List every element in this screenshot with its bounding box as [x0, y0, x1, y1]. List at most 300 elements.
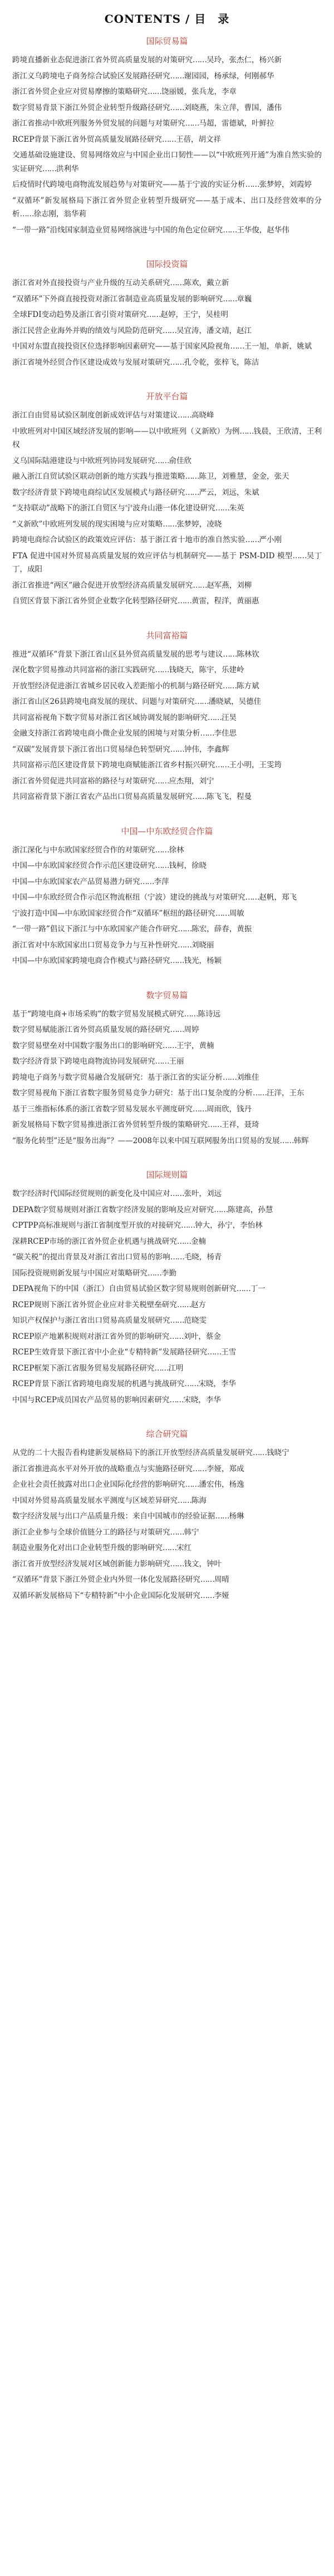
entry-title: 新发展格局下数字贸易推进浙江省外贸转型升级的策略研究	[12, 1120, 208, 1129]
section	[12, 390, 322, 608]
entry-title: 中国对外贸易高质量发展水平测度与区域差异研究	[12, 1496, 178, 1505]
toc-entry[interactable]	[12, 533, 322, 547]
toc-entry[interactable]	[12, 1134, 322, 1148]
entry-title: RCEP背景下浙江省外贸高质量发展路径研究	[12, 135, 162, 144]
entry-title: 中国—中东欧国家经贸合作示范区建设研究	[12, 861, 155, 870]
toc-entry[interactable]	[12, 939, 322, 952]
entry-author: 黄雷，程洋，黄丽惠	[191, 597, 259, 605]
entry-author: 吴宜涛，潘文靖，赵江	[176, 326, 252, 335]
toc-entry[interactable]	[12, 1023, 322, 1037]
toc-entry[interactable]	[12, 85, 322, 99]
entry-author: 孔令乾，张梓飞，陈洁	[184, 358, 259, 367]
leader-dots: ……	[193, 1464, 207, 1473]
leader-dots: ……	[245, 893, 259, 902]
entry-author: 章巍	[237, 294, 252, 304]
toc-entry[interactable]	[12, 1462, 322, 1476]
entry-title: “双循环”背景下浙江外贸企业内外贸一体化发展路径研究	[12, 1575, 200, 1584]
toc-entry[interactable]	[12, 1362, 322, 1376]
toc-entry[interactable]	[12, 859, 322, 873]
entry-author: 朱英	[229, 504, 244, 513]
entry-author: 宋晓，李华	[183, 1395, 221, 1404]
entry-author: 周晴	[214, 1575, 229, 1584]
toc-entry[interactable]	[12, 1298, 322, 1312]
toc-entry[interactable]	[12, 178, 322, 192]
toc-entry[interactable]	[12, 1589, 322, 1603]
toc-entry[interactable]	[12, 758, 322, 772]
entry-title: 开放型经济促进浙江省城乡居民收入差距缩小的机制与路径研究	[12, 681, 223, 691]
entry-author: 钟伟，李鑫辉	[184, 744, 229, 754]
entry-author: 张叶，刘远	[184, 1189, 222, 1198]
leader-dots: ……	[155, 861, 169, 870]
entry-title: 数字贸易赋能浙江省外贸高质量发展的路径研究	[12, 1025, 170, 1034]
leader-dots: ……	[178, 1496, 191, 1505]
toc-entry[interactable]	[12, 891, 322, 905]
entry-author: 赵帆，郑飞	[259, 893, 297, 902]
entry-author: 丁一	[250, 1284, 266, 1293]
entry-author: 王一旭，单新，姚斌	[244, 342, 312, 351]
toc-entry[interactable]	[12, 1573, 322, 1587]
entry-author: 陈诗远	[198, 1009, 221, 1019]
entry-title: DEPA数字贸易规则对浙江省数字经济发展的影响及应对研究	[12, 1205, 214, 1214]
section	[12, 629, 322, 804]
leader-dots: ……	[170, 956, 184, 965]
leader-dots: ……	[223, 225, 237, 235]
toc-entry[interactable]	[12, 743, 322, 757]
leader-dots: ……	[194, 697, 209, 706]
toc-entry[interactable]	[12, 194, 322, 221]
entry-title: 数字贸易视角下浙江省数字服务贸易竞争力研究：基于出口复杂度的分析	[12, 1089, 253, 1098]
section-title: 综合研究篇	[146, 1429, 188, 1439]
section	[12, 825, 322, 968]
section-title: 开放平台篇	[146, 391, 188, 401]
entry-title: 浙江企业参与全球价值链分工的路径与对策研究	[12, 1527, 170, 1537]
entry-author: 杨琳	[229, 1512, 244, 1521]
entry-title: “碳关税”的提出背景及对浙江省出口贸易的影响	[12, 1253, 170, 1262]
entry-title: “支持联动”战略下的浙江自贸区与宁波舟山港一体化建设研究	[12, 504, 215, 513]
entry-author: 王祥，聂琦	[222, 1120, 259, 1129]
entry-title: 推进“双循环”背景下浙江省山区县外贸高质量发展的思考与建议	[12, 649, 223, 659]
leader-dots: ……	[19, 210, 34, 219]
leader-dots: ……	[215, 504, 229, 513]
entry-title: 浙江深化与中东欧国家经贸合作的对策研究	[12, 845, 155, 855]
leader-dots: ……	[185, 119, 199, 128]
leader-dots: ……	[253, 1089, 267, 1098]
leader-dots: ……	[170, 1189, 184, 1198]
entry-title: “一带一路”倡议下浙江与中东欧国家产能合作研究	[12, 925, 178, 934]
entry-author: 宋红	[176, 1543, 191, 1552]
toc-entry[interactable]	[12, 1557, 322, 1571]
toc-entry[interactable]	[12, 1541, 322, 1555]
leader-dots: ……	[200, 729, 214, 738]
leader-dots: ……	[208, 713, 222, 722]
leader-dots: ……	[214, 1205, 228, 1214]
entry-author: 王小明，王雯筠	[229, 761, 282, 770]
leader-dots: ……	[170, 71, 184, 81]
toc-entry[interactable]	[12, 775, 322, 788]
toc-entry[interactable]	[12, 695, 322, 709]
entry-author: 马超，雷德斌，叶鲜拉	[199, 119, 274, 128]
entry-title: 后疫情时代跨境电商物流发展趋势与对策研究——基于宁波的实证分析	[12, 180, 245, 189]
leader-dots: ……	[184, 1009, 198, 1019]
section	[12, 1169, 322, 1407]
leader-dots: ……	[223, 294, 237, 304]
toc-entry[interactable]	[12, 1039, 322, 1053]
entry-author: 王蓓，胡文祥	[175, 135, 221, 144]
leader-dots: ……	[170, 1316, 184, 1325]
entry-title: 浙江民营企业海外并购的绩效与风险防范研究	[12, 326, 163, 335]
entry-title: 数字经济背景下跨境电商物流协同发展研究	[12, 1057, 155, 1066]
leader-dots: ……	[223, 1073, 237, 1082]
entry-title: 浙江义乌跨境电子商务综合试验区发展路径研究	[12, 71, 170, 81]
entry-author: 刘维佳	[237, 1073, 259, 1082]
entry-author: 张梦婷，刘霞婷	[259, 180, 312, 189]
entry-title: 宁波打造中国—中东欧国家经贸合作“双循环”枢纽的路径研究	[12, 909, 215, 918]
leader-dots: ……	[155, 845, 169, 855]
leader-dots: ……	[292, 551, 307, 560]
section-title: 国际规则篇	[146, 1170, 188, 1180]
leader-dots: ……	[170, 1527, 184, 1537]
section	[12, 1428, 322, 1602]
section-title: 国际投资篇	[146, 259, 188, 269]
toc-entry[interactable]	[12, 409, 322, 423]
toc-entry[interactable]	[12, 1526, 322, 1540]
entry-title: 自贸区背景下浙江省外贸企业数字化转型路径研究	[12, 597, 178, 605]
entry-author: 饶丽媛，张兵龙，李章	[161, 87, 237, 96]
toc-entry[interactable]	[12, 1346, 322, 1359]
entry-author: 汪洋，王东	[267, 1089, 304, 1098]
entry-author: 钱晓天，陈宇，乐建岭	[169, 666, 244, 674]
leader-dots: ……	[170, 1253, 184, 1262]
toc-entry[interactable]	[12, 648, 322, 662]
toc-entry[interactable]	[12, 1103, 322, 1116]
entry-title: 跨境电子商务与数字贸易融合发展研究：基于浙江省的实证分析	[12, 1073, 223, 1082]
leader-dots: ……	[42, 164, 56, 173]
leader-dots: ……	[170, 279, 184, 287]
toc-entry[interactable]	[12, 101, 322, 115]
leader-dots: ……	[169, 1395, 184, 1404]
toc-entry[interactable]	[12, 1007, 322, 1021]
entry-title: 共同富裕背景下浙江省农产品出口贸易高质量发展研究	[12, 792, 193, 801]
leader-dots: ……	[223, 681, 237, 691]
leader-dots: ……	[161, 135, 176, 144]
toc-entry[interactable]	[12, 1377, 322, 1391]
section-title: 中国—中东欧经贸合作篇	[121, 826, 213, 836]
entry-author: 刘叶，蔡金	[183, 1332, 221, 1341]
entry-author: 洪利华	[56, 164, 79, 173]
entry-title: 基于三维指标体系的浙江省数字贸易发展水平测度研究	[12, 1104, 193, 1114]
entry-title: “双循环”下外商直接投资对浙江省制造业高质量发展的影响研究	[12, 294, 223, 304]
entry-author: 俞佳欣	[169, 456, 191, 465]
entry-title: 金融支持浙江省跨境电商小微企业发展的困境与对策分析	[12, 729, 200, 738]
leader-dots: ……	[215, 761, 229, 770]
leader-dots: ……	[253, 1448, 267, 1457]
toc-entry[interactable]	[12, 1282, 322, 1296]
entry-author: 王丽	[169, 1057, 184, 1066]
entry-author: 吴丁丁，成阳	[12, 551, 322, 574]
entry-title: 基于“跨境电商+市场采购”的数字贸易发展模式研究	[12, 1009, 184, 1019]
toc-entry[interactable]	[12, 954, 322, 968]
entry-author: 刘晓丽	[191, 940, 214, 950]
entry-author: 李佳思	[214, 729, 237, 738]
entry-author: 李娅	[214, 1591, 229, 1600]
entry-title: “双碳”发展背景下浙江省出口贸易绿色转型研究	[12, 744, 170, 754]
leader-dots: ……	[193, 792, 207, 801]
entry-title: 中国对东盟直接投资区位选择影响因素研究——基于国家风险视角	[12, 342, 230, 351]
entry-title: 交通基础设施建设、贸易网络效应与中国企业出口韧性——以“中欧班列开通”为准自然实验的实证研究	[12, 151, 322, 173]
toc-entry[interactable]	[12, 1330, 322, 1344]
entry-title: “服务化转型”还是“服务出海”？——2008年以来中国互联网服务出口贸易的发展	[12, 1136, 280, 1145]
leader-dots: ……	[170, 103, 184, 112]
toc-entry[interactable]	[12, 1203, 322, 1217]
entry-title: 中欧班列对中国区域经济发展的影响——以中欧班列（义新欧）为例	[12, 426, 240, 436]
entry-title: 中国—中东欧国家跨境电商合作模式与路径研究	[12, 956, 170, 965]
section	[12, 258, 322, 369]
leader-dots: ……	[207, 1348, 222, 1357]
toc-entry[interactable]	[12, 308, 322, 322]
entry-title: RCEP规则下浙江省外贸企业应对非关税壁垒研究	[12, 1300, 177, 1309]
entry-title: 共同富裕示范区建设背景下跨境电商赋能浙江省乡村振兴研究	[12, 761, 215, 770]
entry-title: FTA 促进中国对外贸易高质量发展的效应评估与机制研究——基于 PSM-DID 模型	[12, 551, 293, 560]
entry-title: 浙江省境外经贸合作区建设成效与发展对策研究	[12, 358, 170, 367]
toc-entry[interactable]	[12, 1071, 322, 1085]
entry-title: 中国与RCEP成员国农产品贸易的影响因素研究	[12, 1395, 170, 1404]
entry-author: 江明	[168, 1363, 184, 1373]
entry-title: 融入浙江自贸试验区联动创新的地方实践与推进策略	[12, 472, 185, 481]
leader-dots: ……	[154, 1363, 169, 1373]
leader-dots: ……	[178, 411, 191, 420]
entry-title: 义乌国际陆港建设与中欧班列协同发展研究	[12, 456, 155, 465]
toc-entry[interactable]	[12, 727, 322, 741]
entry-author: 严云，刘远，朱斌	[199, 488, 259, 497]
entry-title: 浙江省推动中欧班列服务外贸发展的问题与对策研究	[12, 119, 185, 128]
entry-title: 双循环新发展格局下“专精特新”中小企业国际化发展研究	[12, 1591, 200, 1600]
entry-author: 吴玲，张杰仁，杨兴新	[207, 56, 282, 64]
leader-dots: ……	[146, 310, 161, 319]
leader-dots: ……	[185, 1480, 199, 1489]
entry-author: 张梦婷，凌晓	[176, 519, 222, 529]
toc-entry[interactable]	[12, 1187, 322, 1201]
toc-entry[interactable]	[12, 1393, 322, 1407]
toc-entry[interactable]	[12, 1510, 322, 1523]
entry-author: 钱晨，王欣清，王利权	[12, 426, 322, 449]
leader-dots: ……	[193, 1104, 207, 1114]
leader-dots: ……	[215, 909, 229, 918]
leader-dots: ……	[181, 1221, 195, 1230]
leader-dots: ……	[178, 925, 192, 934]
entry-author: 潘晓斌，吴德佳	[208, 697, 262, 706]
leader-dots: ……	[176, 1300, 191, 1309]
leader-dots: ……	[215, 1512, 229, 1521]
entry-title: 跨境直播新业态促进浙江省外贸高质量发展的对策研究	[12, 56, 193, 64]
toc-entry[interactable]	[12, 70, 322, 83]
toc-entry[interactable]	[12, 1235, 322, 1249]
entry-title: 浙江省外贸促进共同富裕的路径与对策研究	[12, 776, 155, 786]
entry-author: 谢园园，杨承绿，何刚郝华	[184, 71, 274, 81]
entry-title: “双循环”新发展格局下浙江省外贸企业转型升级研究——基于成本、出口及经营效率的分析	[12, 196, 322, 219]
entry-title: DEPA视角下的中国（浙江）自由贸易试验区数字贸易规则创新研究	[12, 1284, 237, 1293]
toc-entry[interactable]	[12, 1250, 322, 1264]
entry-author: 李娅，郑成	[207, 1464, 244, 1473]
entry-author: 汪昊	[222, 713, 237, 722]
toc-entry[interactable]	[12, 356, 322, 370]
toc-entry[interactable]	[12, 486, 322, 500]
entry-title: RCEP背景下浙江省跨境电商发展的机遇与挑战研究	[12, 1379, 185, 1388]
entry-title: 制造业服务化对出口企业转型升级的影响研究	[12, 1543, 163, 1552]
entry-title: 浙江省对中东欧国家出口贸易竞争力与互补性研究	[12, 940, 178, 950]
toc-entry[interactable]	[12, 470, 322, 484]
entry-author: 钟大，孙宁，李怡林	[195, 1221, 263, 1230]
leader-dots: ……	[170, 1025, 184, 1034]
entry-author: 赵军燕，刘柳	[207, 580, 252, 590]
leader-dots: ……	[140, 877, 154, 886]
entry-title: RCEP原产地累积规则对浙江省外贸的影响研究	[12, 1332, 170, 1341]
leader-dots: ……	[163, 326, 176, 335]
leader-dots: ……	[279, 1136, 294, 1145]
entry-author: 陈海	[191, 1496, 207, 1505]
toc-entry[interactable]	[12, 340, 322, 354]
entry-title: “义新欧”中欧班列发展的现实困境与应对策略	[12, 519, 163, 529]
leader-dots: ……	[155, 666, 169, 674]
toc-entry[interactable]	[12, 117, 322, 131]
leader-dots: ……	[148, 87, 161, 96]
entry-author: 高晓峰	[191, 411, 214, 420]
entry-author: 钱柯，徐晓	[169, 861, 207, 870]
toc-entry[interactable]	[12, 1219, 322, 1233]
entry-author: 韩宁	[184, 1527, 199, 1537]
toc-entry[interactable]	[12, 594, 322, 608]
toc-entry[interactable]	[12, 790, 322, 804]
toc-entry[interactable]	[12, 907, 322, 921]
leader-dots: ……	[155, 456, 169, 465]
entry-author: 周婷	[184, 1025, 199, 1034]
leader-dots: ……	[185, 472, 199, 481]
entry-title: “一带一路”沿线国家制造业贸易网络演进与中国的角色定位研究	[12, 225, 223, 235]
leader-dots: ……	[193, 580, 207, 590]
section	[12, 989, 322, 1148]
entry-author: 陈建高，孙慧	[228, 1205, 273, 1214]
entry-author: 陈欢，戴立新	[184, 279, 229, 287]
entry-author: 钱光，杨颖	[184, 956, 222, 965]
toc-entry[interactable]	[12, 292, 322, 306]
leader-dots: ……	[245, 535, 259, 544]
toc-entry[interactable]	[12, 663, 322, 677]
toc-entry[interactable]	[12, 502, 322, 515]
section	[12, 35, 322, 237]
toc-entry[interactable]	[12, 518, 322, 532]
entry-author: 毛晓，杨青	[184, 1253, 222, 1262]
toc-entry[interactable]	[12, 425, 322, 452]
entry-title: 数字经济时代国际经贸规则的新变化及中国应对	[12, 1189, 170, 1198]
entry-title: 跨境电商综合试验区的政策效应评估：基于浙江省十地市的准自然实验	[12, 535, 245, 544]
leader-dots: ……	[178, 940, 191, 950]
leader-dots: ……	[170, 1559, 184, 1569]
section-title: 数字贸易篇	[146, 990, 188, 1000]
entry-author: 刘晓燕，朱立萍，曹国，潘伟	[184, 103, 282, 112]
entry-author: 韩辉	[293, 1136, 309, 1145]
entry-title: 深化数字贸易推动共同富裕的浙江实践研究	[12, 666, 155, 674]
entry-author: 钱文，钟叶	[184, 1559, 222, 1569]
entry-author: 李萍	[154, 877, 169, 886]
toc-entry[interactable]	[12, 549, 322, 577]
leader-dots: ……	[185, 488, 199, 497]
entry-author: 金楠	[190, 1237, 206, 1246]
entry-title: 全球FDI变动趋势及浙江省引资对策研究	[12, 310, 147, 319]
leader-dots: ……	[170, 358, 184, 367]
entry-author: 王雪	[221, 1348, 237, 1357]
entry-title: 浙江省对外直接投资与产业升级的互动关系研究	[12, 279, 170, 287]
leader-dots: ……	[200, 1575, 214, 1584]
entry-title: 企业社会责任披露对出口企业国际化经营的影响研究	[12, 1480, 185, 1489]
toc-entry[interactable]	[12, 148, 322, 176]
toc-entry[interactable]	[12, 1055, 322, 1069]
toc-entry[interactable]	[12, 53, 322, 67]
leader-dots: ……	[223, 649, 237, 659]
entry-author: 应杰翔，刘宁	[169, 776, 214, 786]
entry-author: 王华俊，赵华伟	[237, 225, 289, 235]
entry-title: CPTPP高标准规则与浙江省制度型开放的对接研究	[12, 1221, 181, 1230]
leader-dots: ……	[155, 1057, 169, 1066]
leader-dots: ……	[230, 342, 244, 351]
entry-title: 知识产权保护与浙江省出口贸易高质量发展研究	[12, 1316, 170, 1325]
entry-title: RCEP生效背景下浙江省中小企业“专精特新”发展路径研究	[12, 1348, 208, 1357]
toc-entry[interactable]	[12, 875, 322, 889]
entry-author: 严小刚	[259, 535, 282, 544]
toc-entry[interactable]	[12, 1267, 322, 1280]
entry-title: 共同富裕视角下数字贸易对浙江省区域协调发展的影响研究	[12, 713, 208, 722]
entry-title: 浙江省推进“两区”融合促进开放型经济高质量发展研究	[12, 580, 193, 590]
toc-entry[interactable]	[12, 1314, 322, 1328]
entry-author: 陈宏，薛春，黄振	[191, 925, 252, 934]
toc-entry[interactable]	[12, 579, 322, 593]
toc-entry[interactable]	[12, 133, 322, 147]
entry-title: 浙江省山区26县跨境电商发展的现状、问题与对策研究	[12, 697, 195, 706]
entry-author: 徐志刚，翁华莉	[33, 210, 86, 219]
entry-author: 陈卫，刘雅慧，金金，张天	[199, 472, 289, 481]
toc-entry[interactable]	[12, 711, 322, 725]
toc-entry[interactable]	[12, 276, 322, 290]
entry-author: 钱晓宁	[267, 1448, 289, 1457]
leader-dots: ……	[208, 1120, 222, 1129]
toc-entry[interactable]	[12, 1446, 322, 1460]
toc-entry[interactable]	[12, 324, 322, 338]
entry-author: 陈飞飞，程曼	[207, 792, 252, 801]
entry-title: 数字贸易背景下浙江外贸企业转型升级路径研究	[12, 103, 170, 112]
toc-entry[interactable]	[12, 224, 322, 237]
toc-entry[interactable]	[12, 679, 322, 693]
toc-entry[interactable]	[12, 1494, 322, 1508]
entry-author: 宋晓，李华	[198, 1379, 236, 1388]
entry-title: 浙江省推进高水平对外开放的战略重点与实施路径研究	[12, 1464, 193, 1473]
leader-dots: ……	[239, 426, 254, 436]
toc-entry[interactable]	[12, 922, 322, 936]
toc-entry[interactable]	[12, 1118, 322, 1132]
entry-title: 中国—中东欧经贸合作示范区物流枢纽（宁波）建设的挑战与对策研究	[12, 893, 245, 902]
toc-entry[interactable]	[12, 1478, 322, 1492]
entry-title: 浙江省开放型经济发展对区域创新能力影响研究	[12, 1559, 170, 1569]
entry-title: 数字贸易壁垒对中国数字服务出口的影响研究	[12, 1041, 163, 1050]
leader-dots: ……	[245, 180, 259, 189]
entry-title: 深耕RCEP市场的浙江省外贸企业机遇与挑战研究	[12, 1237, 177, 1246]
toc-entry[interactable]	[12, 454, 322, 468]
leader-dots: ……	[184, 1379, 199, 1388]
entry-title: 浙江自由贸易试验区制度创新成效评估与对策建议	[12, 411, 178, 420]
entry-author: 徐林	[169, 845, 184, 855]
toc-entry[interactable]	[12, 843, 322, 857]
leader-dots: ……	[169, 1332, 184, 1341]
toc-entry[interactable]	[12, 1086, 322, 1100]
entry-title: 数字经济背景下跨境电商综试区发展模式与路径研究	[12, 488, 185, 497]
contents-header: CONTENTS / 目 录	[104, 12, 230, 26]
